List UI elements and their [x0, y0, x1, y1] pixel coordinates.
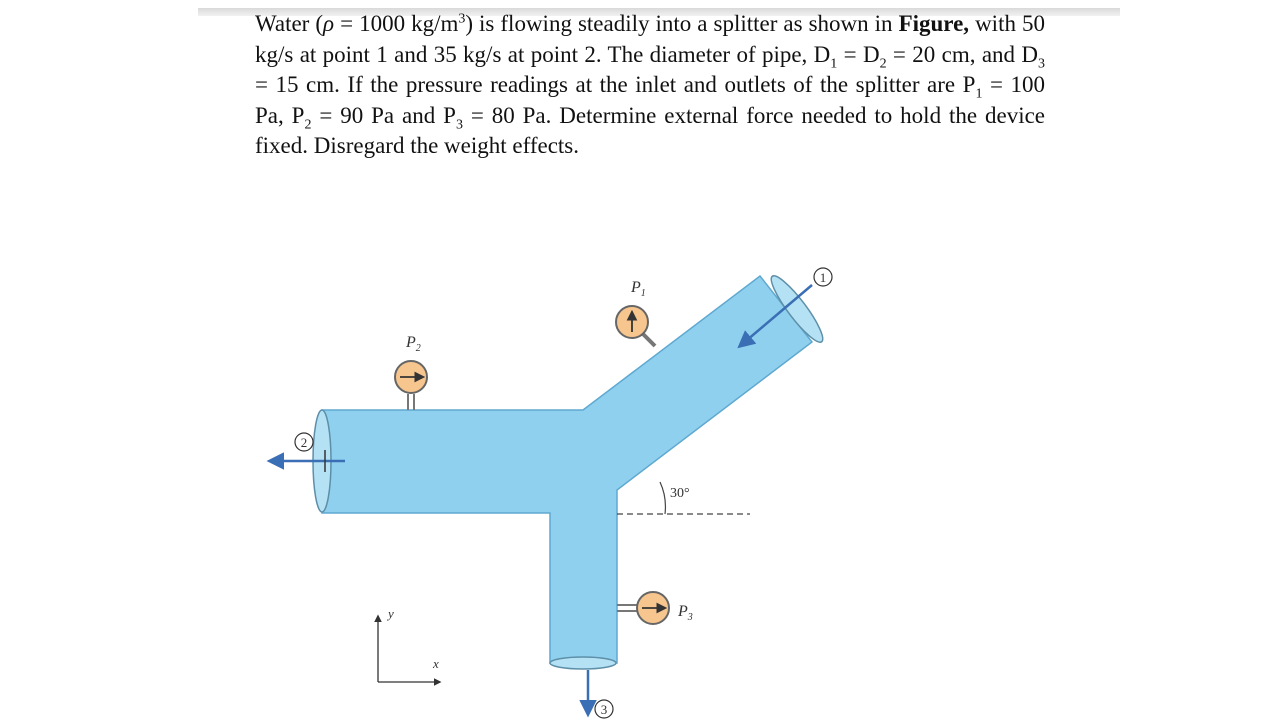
svg-text:2: 2	[300, 435, 308, 450]
axis-y-label: y	[388, 606, 394, 621]
angle-arc	[660, 482, 665, 514]
gauge-p1	[616, 306, 655, 346]
gauge-p2-label: $P_2$	[406, 334, 421, 354]
splitter-pipe	[322, 276, 812, 663]
coordinate-axes	[378, 606, 440, 682]
axis-x-label: x	[433, 656, 439, 671]
gauge-p3	[617, 592, 669, 624]
point-1-marker	[814, 268, 832, 286]
svg-text:3: 3	[600, 702, 608, 717]
point-3-marker	[595, 700, 613, 718]
svg-text:1: 1	[819, 270, 827, 285]
opening-3	[550, 657, 616, 669]
problem-statement: Water (ρ = 1000 $kg/m^3$) is flowing steadily into a splitter as shown in Figure, with 50 kg/s at point 1 and 35 kg/s at point 2. The diameter of pipe, $D_1 = D_2 = 20$ cm, and $D_3 = 15$ cm. If the pressure readings at the inlet and outlets of the splitter are $P_1 = 100$ Pa, $P_2 = 90$ Pa and $P_3 = 80$ Pa. Determine external force needed to hold the device fixed. Disregard the weight effects.	[255, 11, 1045, 158]
gauge-p2	[395, 361, 427, 410]
figure-reference: Figure,	[898, 11, 970, 36]
point-2-marker	[295, 433, 313, 451]
angle-label: 30°	[670, 486, 690, 501]
gauge-p3-label: $P_3$	[678, 603, 693, 623]
gauge-p1-label: $P_1$	[631, 279, 646, 299]
